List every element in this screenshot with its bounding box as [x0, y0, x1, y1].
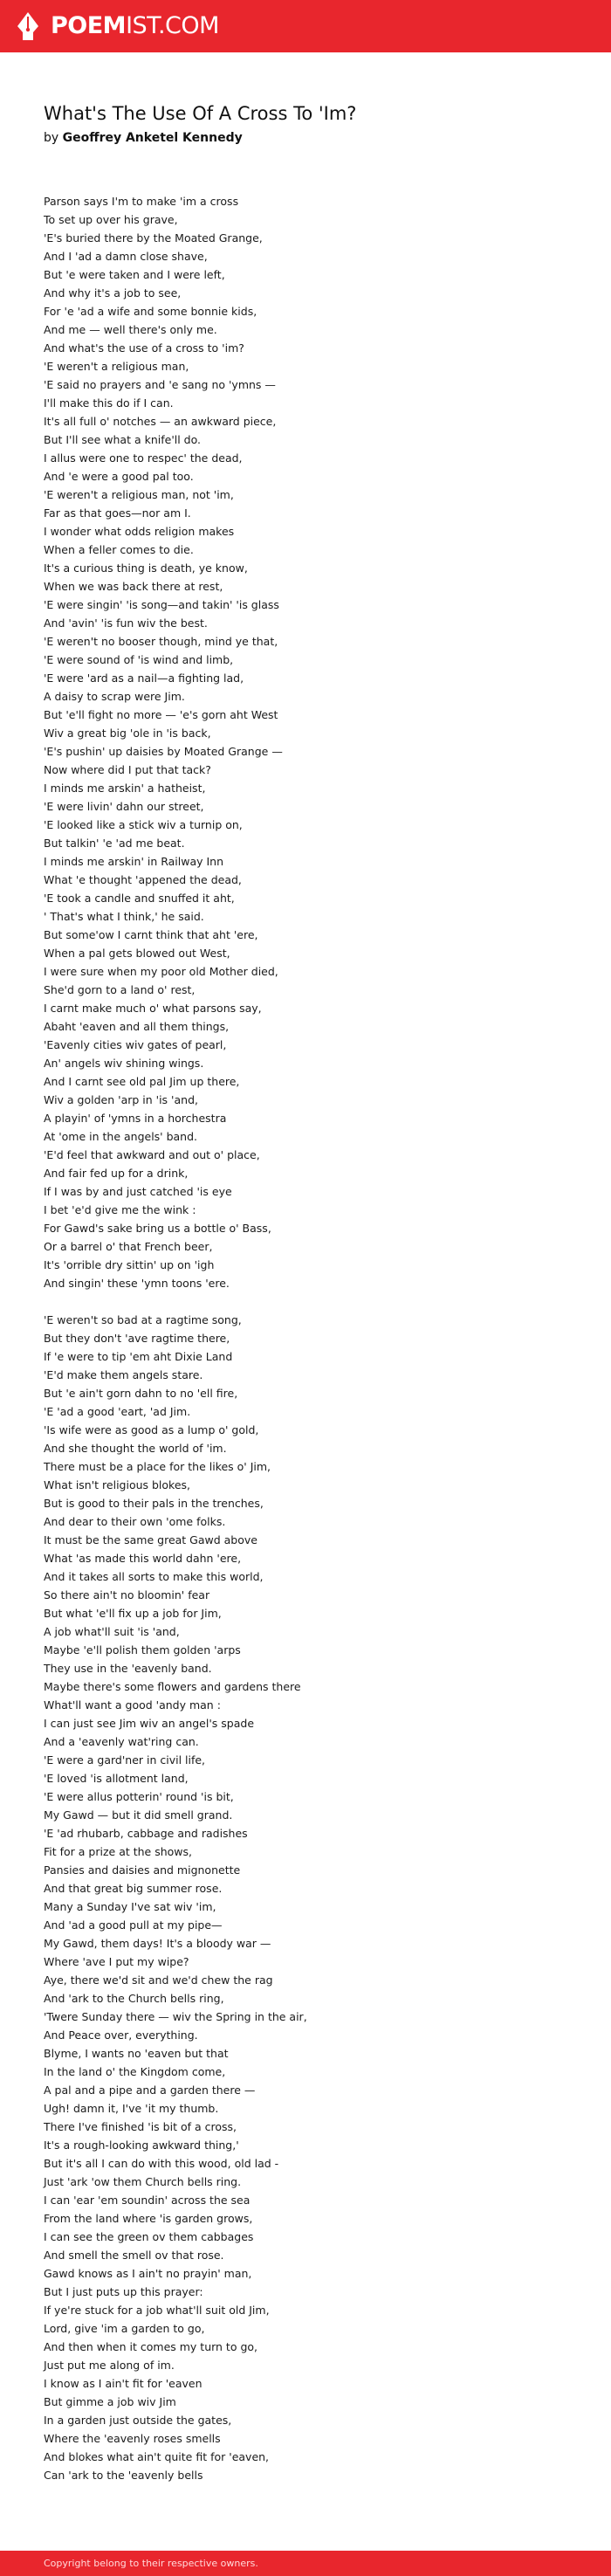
- poem-line: And singin' these 'ymn toons 'ere.: [44, 1277, 230, 1290]
- poem-line: 'E were a gard'ner in civil life,: [44, 1753, 206, 1767]
- poem-line: Maybe there's some flowers and gardens there: [44, 1680, 301, 1693]
- poem-line: They use in the 'eavenly band.: [44, 1662, 212, 1675]
- poem-line: I can just see Jim wiv an angel's spade: [44, 1717, 255, 1730]
- poem-line: When a feller comes to die.: [44, 543, 194, 556]
- poem-line: I allus were one to respec' the dead,: [44, 451, 243, 465]
- poem-line: ' That's what I think,' he said.: [44, 910, 204, 923]
- site-logo-link[interactable]: [16, 10, 219, 42]
- poem-line: In the land o' the Kingdom come,: [44, 2065, 226, 2078]
- poem-line: For Gawd's sake bring us a bottle o' Bass,: [44, 1222, 271, 1235]
- poem-line: Wiv a great big 'ole in 'is back,: [44, 727, 211, 740]
- poem-line: My Gawd — but it did smell grand.: [44, 1808, 233, 1822]
- poem-line: I know as I ain't fit for 'eaven: [44, 2377, 203, 2390]
- poem-line: And she thought the world of 'im.: [44, 1442, 227, 1455]
- poem-line: Now where did I put that tack?: [44, 763, 211, 776]
- poem-stanza: [44, 192, 585, 1292]
- poem-line: But 'e ain't gorn dahn to no 'ell fire,: [44, 1387, 238, 1400]
- poem-line: I were sure when my poor old Mother died,: [44, 965, 278, 978]
- poem-line: 'Is wife were as good as a lump o' gold,: [44, 1423, 259, 1436]
- poem-line: 'Eavenly cities wiv gates of pearl,: [44, 1038, 227, 1051]
- poem-line: But talkin' 'e 'ad me beat.: [44, 837, 185, 850]
- poem-line: It's 'orrible dry sittin' up on 'igh: [44, 1258, 215, 1271]
- poem-line: And blokes what ain't quite fit for 'eaven,: [44, 2450, 270, 2463]
- poem-line: 'E's pushin' up daisies by Moated Grange —: [44, 745, 283, 758]
- poem-line: A playin' of 'ymns in a horchestra: [44, 1112, 227, 1125]
- poem-line: To set up over his grave,: [44, 213, 178, 226]
- poem-line: Pansies and daisies and mignonette: [44, 1863, 241, 1877]
- poem-line: And 'ad a good pull at my pipe—: [44, 1918, 223, 1932]
- poem-line: It's all full o' notches — an awkward piece,: [44, 415, 277, 428]
- poem-line: Maybe 'e'll polish them golden 'arps: [44, 1643, 241, 1656]
- poem-line: But gimme a job wiv Jim: [44, 2395, 176, 2408]
- poem-line: So there ain't no bloomin' fear: [44, 1588, 210, 1601]
- poem-body: [44, 192, 585, 2503]
- poem-line: My Gawd, them days! It's a bloody war —: [44, 1937, 271, 1950]
- poem-line: 'E weren't a religious man,: [44, 360, 189, 373]
- poem-line: Lord, give 'im a garden to go,: [44, 2322, 205, 2335]
- poem-line: Just put me along of im.: [44, 2359, 175, 2372]
- poem-line: It must be the same great Gawd above: [44, 1533, 257, 1546]
- poem-line: If ye're stuck for a job what'll suit old Jim,: [44, 2304, 270, 2317]
- poem-line: If 'e were to tip 'em aht Dixie Land: [44, 1350, 233, 1363]
- poem-line: 'E 'ad a good 'eart, 'ad Jim.: [44, 1405, 191, 1418]
- poem-line: 'E were allus potterin' round 'is bit,: [44, 1790, 234, 1803]
- poem-line: 'E looked like a stick wiv a turnip on,: [44, 818, 243, 831]
- poem-line: 'E were livin' dahn our street,: [44, 800, 204, 813]
- poem-line: And smell the smell ov that rose.: [44, 2249, 224, 2262]
- poem-line: I can 'ear 'em soundin' across the sea: [44, 2194, 251, 2207]
- poem-line: Aye, there we'd sit and we'd chew the rag: [44, 1973, 273, 1987]
- poem-stanza: [44, 1311, 585, 2484]
- poem-line: Abaht 'eaven and all them things,: [44, 1020, 230, 1033]
- poem-line: Where 'ave I put my wipe?: [44, 1955, 189, 1968]
- poem-line: I bet 'e'd give me the wink :: [44, 1203, 196, 1216]
- poem-line: But it's all I can do with this wood, old lad -: [44, 2157, 279, 2170]
- poem-line: What 'as made this world dahn 'ere,: [44, 1552, 242, 1565]
- poem-line: Ugh! damn it, I've 'it my thumb.: [44, 2102, 219, 2115]
- poem-line: I'll make this do if I can.: [44, 396, 174, 410]
- poem-line: And Peace over, everything.: [44, 2028, 198, 2042]
- author-link[interactable]: Geoffrey Anketel Kennedy: [62, 131, 243, 145]
- poem-line: But I just puts up this prayer:: [44, 2285, 203, 2298]
- poem-line: And what's the use of a cross to 'im?: [44, 341, 244, 355]
- logo-bold-text: POEM: [51, 12, 127, 39]
- poem-line: And 'ark to the Church bells ring,: [44, 1992, 224, 2005]
- poem-line: I minds me arskin' a hatheist,: [44, 782, 206, 795]
- poem-line: But they don't 'ave ragtime there,: [44, 1332, 230, 1345]
- poem-line: There I've finished 'is bit of a cross,: [44, 2120, 237, 2133]
- poem-line: At 'ome in the angels' band.: [44, 1130, 198, 1143]
- poem-line: And I carnt see old pal Jim up there,: [44, 1075, 240, 1088]
- poem-line: And 'avin' 'is fun wiv the best.: [44, 616, 208, 630]
- poem-line: A job what'll suit 'is 'and,: [44, 1625, 180, 1638]
- copyright-text: Copyright belong to their respective owners.: [44, 2558, 258, 2569]
- poem-line: Blyme, I wants no 'eaven but that: [44, 2047, 229, 2060]
- poem-line: 'E weren't no booser though, mind ye that,: [44, 635, 278, 648]
- poem-line: What'll want a good 'andy man :: [44, 1698, 221, 1712]
- byline: [44, 129, 243, 147]
- poem-line: Fit for a prize at the shows,: [44, 1845, 193, 1858]
- poem-line: She'd gorn to a land o' rest,: [44, 983, 196, 996]
- poem-line: I wonder what odds religion makes: [44, 525, 235, 538]
- poem-line: Gawd knows as I ain't no prayin' man,: [44, 2267, 252, 2280]
- poem-line: 'E were singin' 'is song—and takin' 'is glass: [44, 598, 279, 611]
- poem-line: Far as that goes—nor am I.: [44, 506, 191, 520]
- poem-line: But I'll see what a knife'll do.: [44, 433, 202, 446]
- poem-line: If I was by and just catched 'is eye: [44, 1185, 232, 1198]
- poem-title: What's The Use Of A Cross To 'Im?: [44, 103, 357, 124]
- poem-line: But 'e were taken and I were left,: [44, 268, 225, 281]
- poem-line: But 'e'll fight no more — 'e's gorn aht West: [44, 708, 278, 721]
- poem-line: When we was back there at rest,: [44, 580, 223, 593]
- poem-line: 'E said no prayers and 'e sang no 'ymns —: [44, 378, 276, 391]
- poem-line: 'E took a candle and snuffed it aht,: [44, 892, 235, 905]
- poem-line: Wiv a golden 'arp in 'is 'and,: [44, 1093, 198, 1106]
- fountain-pen-nib-icon: [16, 11, 40, 41]
- poem-line: And why it's a job to see,: [44, 286, 182, 300]
- poem-line: Can 'ark to the 'eavenly bells: [44, 2469, 203, 2482]
- poem-line: And it takes all sorts to make this world,: [44, 1570, 264, 1583]
- poem-line: When a pal gets blowed out West,: [44, 947, 230, 960]
- poem-line: 'E weren't a religious man, not 'im,: [44, 488, 234, 501]
- poem-line: And that great big summer rose.: [44, 1882, 223, 1895]
- poem-line: But some'ow I carnt think that aht 'ere,: [44, 928, 258, 941]
- poem-line: From the land where 'is garden grows,: [44, 2212, 253, 2225]
- poem-line: 'E's buried there by the Moated Grange,: [44, 231, 263, 245]
- poem-line: Where the 'eavenly roses smells: [44, 2432, 221, 2445]
- poem-line: 'E were sound of 'is wind and limb,: [44, 653, 234, 666]
- site-logo-text: [51, 10, 219, 42]
- poem-line: Parson says I'm to make 'im a cross: [44, 195, 239, 208]
- poem-line: Many a Sunday I've sat wiv 'im,: [44, 1900, 216, 1913]
- poem-line: 'Twere Sunday there — wiv the Spring in the air,: [44, 2010, 307, 2023]
- poem-line: I minds me arskin' in Railway Inn: [44, 855, 224, 868]
- poem-line: And fair fed up for a drink,: [44, 1167, 189, 1180]
- poem-line: 'E'd feel that awkward and out o' place,: [44, 1148, 260, 1161]
- poem-line: Just 'ark 'ow them Church bells ring.: [44, 2175, 242, 2188]
- poem-line: 'E'd make them angels stare.: [44, 1368, 203, 1381]
- poem-line: But what 'e'll fix up a job for Jim,: [44, 1607, 222, 1620]
- site-footer: [0, 2551, 611, 2576]
- logo-light-text: IST.COM: [126, 12, 219, 39]
- poem-line: 'E loved 'is allotment land,: [44, 1772, 189, 1785]
- poem-line: And 'e were a good pal too.: [44, 470, 194, 483]
- poem-line: A daisy to scrap were Jim.: [44, 690, 185, 703]
- poem-line: What 'e thought 'appened the dead,: [44, 873, 242, 886]
- poem-line: And dear to their own 'ome folks.: [44, 1515, 226, 1528]
- poem-line: It's a rough-looking awkward thing,': [44, 2139, 239, 2152]
- poem-line: I can see the green ov them cabbages: [44, 2230, 254, 2243]
- poem-line: And me — well there's only me.: [44, 323, 217, 336]
- poem-line: 'E were 'ard as a nail—a fighting lad,: [44, 672, 244, 685]
- poem-line: It's a curious thing is death, ye know,: [44, 561, 248, 575]
- poem-line: For 'e 'ad a wife and some bonnie kids,: [44, 305, 257, 318]
- poem-line: And a 'eavenly wat'ring can.: [44, 1735, 199, 1748]
- site-header: [0, 0, 611, 52]
- poem-line: And I 'ad a damn close shave,: [44, 250, 208, 263]
- poem-line: 'E weren't so bad at a ragtime song,: [44, 1313, 242, 1326]
- poem-line: I carnt make much o' what parsons say,: [44, 1002, 262, 1015]
- poem-line: Or a barrel o' that French beer,: [44, 1240, 213, 1253]
- poem-line: In a garden just outside the gates,: [44, 2414, 232, 2427]
- poem-line: There must be a place for the likes o' Jim,: [44, 1460, 271, 1473]
- byline-prefix: by: [44, 131, 59, 145]
- poem-line: A pal and a pipe and a garden there —: [44, 2084, 256, 2097]
- poem-line: But is good to their pals in the trenches,: [44, 1497, 264, 1510]
- poem-line: An' angels wiv shining wings.: [44, 1057, 204, 1070]
- poem-line: 'E 'ad rhubarb, cabbage and radishes: [44, 1827, 248, 1840]
- poem-line: And then when it comes my turn to go,: [44, 2340, 258, 2353]
- poem-line: What isn't religious blokes,: [44, 1478, 191, 1491]
